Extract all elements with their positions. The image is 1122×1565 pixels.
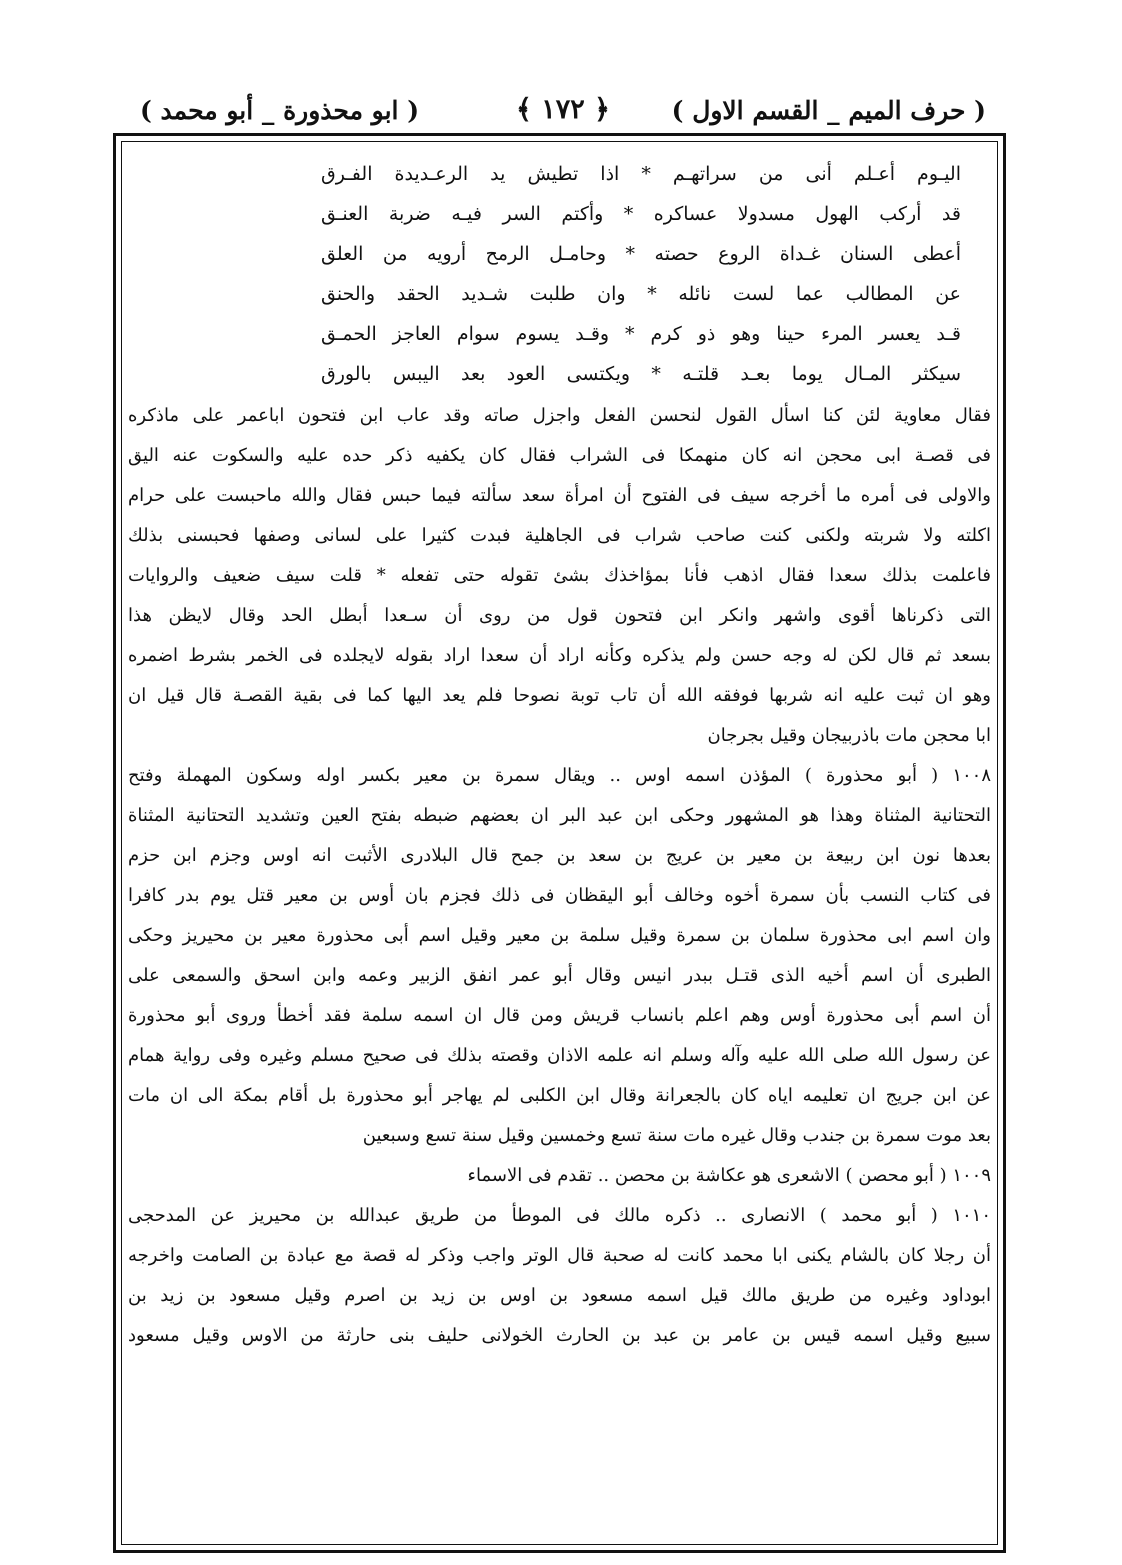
chapter-heading: ( حرف الميم _ القسم الاول ): [671, 96, 986, 125]
text-line: وان اسم ابى محذورة سلمان بن سمرة وقيل سلمة بن معير وقيل اسم أبى محذورة معير بن محيريز وحكى: [128, 925, 991, 946]
text-line: التى ذكرناها أقوى واشهر وانكر ابن فتحون قول من روى أن سـعدا أبطل الحد وقال لايظن هذا: [128, 605, 991, 626]
poem-verse: أعطى السنان غـداة الروع حصته * وحامـل الرمح أرويه من العلق: [321, 243, 961, 265]
poem-verse: قد أركب الهول مسدولا عساكره * وأكتم السر فيـه ضربة العنـق: [321, 203, 961, 225]
text-line: أن اسم أبى محذورة أوس وهم اعلم بانساب قريش ومن قال ان اسمه سلمة فقد أخطأ وروى أبو محذورة: [128, 1005, 991, 1026]
text-line: فاعلمت بذلك سعدا فقال اذهب فأنا بمؤاخذك بشئ تقوله حتى تفعله * قلت سيف ضعيف والروايات: [128, 565, 991, 586]
text-line: فى قصـة ابى محجن انه كان منهمكا فى الشراب فقال كان يكفيه ذكر حده عليه والسكوت عنه اليق: [128, 445, 991, 466]
text-line: بسعد ثم قال لكن له وجه حسن ولم يذكره وكأنه اراد أن سعدا اراد بقوله لايجلده فى الخمر بشرط اضمره: [128, 645, 991, 666]
page-number: ﴿ ١٧٢ ﴾: [516, 94, 610, 125]
text-line: فقال معاوية لئن كنا اسأل القول لنحسن الفعل واجزل صاته وقد عاب ابن فتحون اباعمر على ماذكره: [128, 405, 991, 426]
poem-verse: عن المطالب عما لست نائله * وان طلبت شـديد الحقد والحنق: [321, 283, 961, 305]
text-line: سبيع وقيل اسمه قيس بن عامر بن عبد بن الحارث الخولانى حليف بنى حارثة من الاوس وقيل مسعود: [128, 1325, 991, 1346]
poem-block: [321, 150, 961, 394]
entry-1009-line: ١٠٠٩ ( أبو محصن ) الاشعرى هو عكاشة بن محصن .. تقدم فى الاسماء: [467, 1165, 991, 1186]
page-header: [140, 96, 986, 132]
entry-1010-line: ١٠١٠ ( أبو محمد ) الانصارى .. ذكره مالك فى الموطأ من طريق عبدالله بن محيريز عن المدحجى: [128, 1205, 991, 1226]
text-line: أن رجلا كان بالشام يكنى ابا محمد كانت له صحبة قال الوتر واجب وذكر له قصة مع عبادة بن الصامت واخرجه: [128, 1245, 991, 1266]
entry-heading: ( ابو محذورة _ أبو محمد ): [140, 96, 420, 125]
text-line: الطبرى أن اسم أخيه الذى قتـل ببدر انيس وقال أبو عمر انفق الزبير وعمه وابن اسحق والسمعى على: [128, 965, 991, 986]
text-line: ابوداود وغيره من طريق مالك قيل اسمه مسعود بن اوس بن زيد بن اصرم وقيل مسعود بن زيد بن: [128, 1285, 991, 1306]
text-line: بعد موت سمرة بن جندب وقال غيره مات سنة تسع وخمسين وقيل سنة تسع وسبعين: [362, 1125, 991, 1146]
text-line: بعدها نون ابن ربيعة بن معير بن عريج بن سعد بن جمح قال البلادرى الأثبت انه اوس وجزم ابن حزم: [128, 845, 991, 866]
poem-verse: سيكثر المـال يوما بعـد قلتـه * ويكتسى العود بعد اليبس بالورق: [321, 363, 961, 385]
text-line: وهو ان ثبت عليه انه شربها فوفقه الله أن تاب توبة نصوحا فلم يعد اليها كما فى بقية القصـة قال قيل ان: [128, 685, 991, 706]
text-line: والاولى فى أمره ما أخرجه سيف فى الفتوح أن امرأة سعد سألته فيما حبس فقال والله ماحبست على حرام: [128, 485, 991, 506]
poem-verse: اليـوم أعـلم أنى من سراتهـم * اذا تطيش يد الرعـديدة الفـرق: [321, 163, 961, 185]
poem-verse: قـد يعسر المرء حينا وهو ذو كرم * وقـد يسوم سوام العاجز الحمـق: [321, 323, 961, 345]
text-line: اكلته ولا شربته ولكنى كنت صاحب شراب فى الجاهلية فبدت كثيرا على لسانى وصفها فحبسنى بذلك: [128, 525, 991, 546]
text-line: التحتانية المثناة وهذا هو المشهور وحكى ابن عبد البر ان بعضهم ضبطه بفتح العين وتشديد التحتانية المثناة: [128, 805, 991, 826]
text-line: ابا محجن مات باذربيجان وقيل بجرجان: [707, 725, 991, 746]
page-body: [128, 150, 991, 1545]
text-line: فى كتاب النسب بأن سمرة أخوه وخالف أبو اليقظان فى ذلك فجزم بان أوس بن معير قتل يوم بدر كافرا: [128, 885, 991, 906]
entry-1008-line: ١٠٠٨ ( أبو محذورة ) المؤذن اسمه اوس .. ويقال سمرة بن معير بكسر اوله وسكون المهملة وفتح: [128, 765, 991, 786]
prose-block: [128, 394, 991, 1356]
text-line: عن رسول الله صلى الله عليه وآله وسلم انه علمه الاذان وقصته بذلك فى صحيح مسلم وغيره وفى رواية همام: [128, 1045, 991, 1066]
text-line: عن ابن جريج ان تعليمه اياه كان بالجعرانة وقال ابن الكلبى لم يهاجر أبو محذورة بل أقام بمكة الى ان مات: [128, 1085, 991, 1106]
